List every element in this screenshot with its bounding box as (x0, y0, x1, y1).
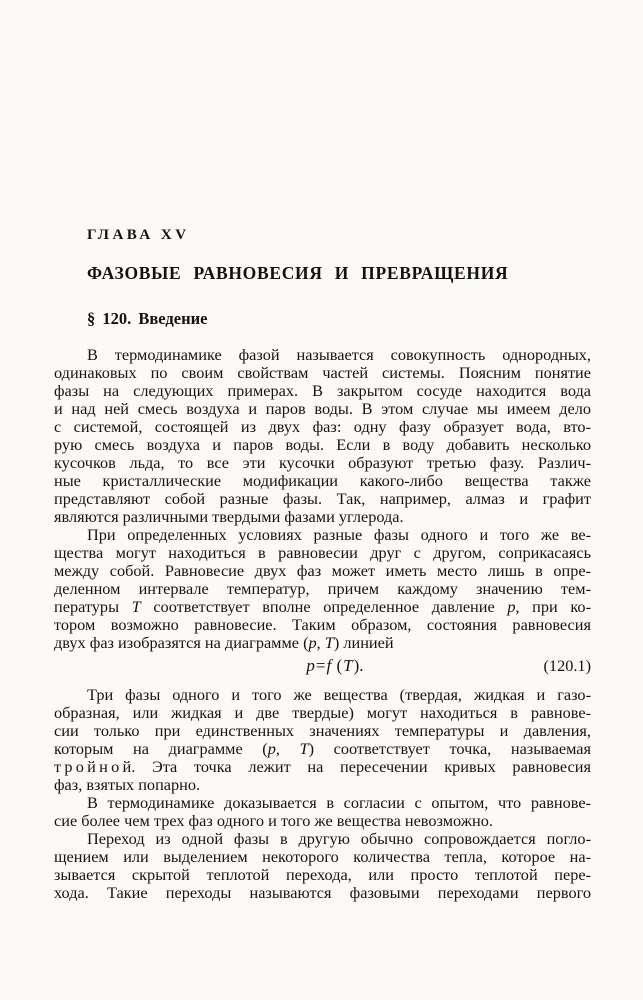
text-line: сии только при единственных значениях температуры и давления, (54, 721, 591, 740)
text-line: Переход из одной фазы в другую обычно сопровождается погло- (87, 829, 591, 848)
chapter-label: ГЛАВА XV (87, 227, 190, 243)
text-line: зывается скрытой теплотой перехода, или просто теплотой пере- (54, 865, 591, 884)
equation-row (54, 656, 591, 681)
text-line: сие более чем трех фаз одного и того же вещества невозможно. (54, 811, 493, 830)
text-line: деленном интервале температур, причем каждому значению тем- (54, 579, 591, 598)
equation-p-f-T: p=f (T). (306, 656, 364, 675)
text-line: двух фаз изобразятся на диаграмме (p, T) линией (54, 633, 394, 652)
paragraph-latent-heat (54, 830, 591, 902)
text-line: которым на диаграмме (p, T) соответствует точка, называемая (54, 739, 591, 758)
paragraph-intro-phase (54, 346, 591, 526)
text-line: пературы T соответствует вполне определенное давление p, при ко- (54, 597, 591, 616)
text-line: ные кристаллические модификации какого-либо вещества также (54, 471, 591, 490)
text-line: и над ней смесь воздуха и паров воды. В этом случае мы имеем дело (54, 399, 591, 418)
equation-number: (120.1) (543, 656, 591, 675)
paragraph-triple-point (54, 686, 591, 794)
text-line: При определенных условиях разные фазы одного и того же ве- (87, 525, 591, 544)
text-line: представляют собой разные фазы. Так, например, алмаз и графит (54, 489, 591, 508)
paragraph-equilibrium-conditions (54, 526, 591, 652)
text-line: хода. Такие переходы называются фазовыми переходами первого (54, 883, 591, 902)
text-line: между собой. Равновесие двух фаз может иметь место лишь в опре- (54, 561, 591, 580)
text-line: щением или выделением некоторого количества тепла, которое на- (54, 847, 591, 866)
text-line: тором возможно равновесие. Таким образом, состояния равновесия (54, 615, 591, 634)
text-line: Три фазы одного и того же вещества (твердая, жидкая и газо- (87, 685, 591, 704)
text-line: являются различными твердыми фазами углерода. (54, 507, 404, 526)
text-line: фазы на следующих примерах. В закрытом сосуде находится вода (54, 381, 591, 400)
text-line: щества могут находиться в равновесии друг с другом, соприкасаясь (54, 543, 591, 562)
text-line: одинаковых по своим свойствам частей системы. Поясним понятие (54, 363, 591, 382)
book-page (54, 227, 591, 902)
text-line: В термодинамике доказывается в согласии с опытом, что равнове- (87, 793, 591, 812)
paragraph-three-phases-max (54, 794, 591, 830)
section-heading: § 120. Введение (87, 309, 208, 328)
text-line: образная, или жидкая и две твердые) могут находиться в равнове- (54, 703, 591, 722)
text-line: с системой, состоящей из двух фаз: одну фазу образует вода, вто- (54, 417, 591, 436)
text-line: фаз, взятых попарно. (54, 775, 201, 794)
text-line: рую смесь воздуха и паров воды. Если в воду добавить несколько (54, 435, 591, 454)
body-text (54, 346, 591, 902)
text-line: кусочков льда, то все эти кусочки образуют третью фазу. Различ- (54, 453, 591, 472)
text-line: В термодинамике фазой называется совокупность однородных, (87, 345, 591, 364)
chapter-title: ФАЗОВЫЕ РАВНОВЕСИЯ И ПРЕВРАЩЕНИЯ (87, 263, 509, 283)
text-line: т р о й н о й. Эта точка лежит на пересечении кривых равновесия (54, 757, 591, 776)
